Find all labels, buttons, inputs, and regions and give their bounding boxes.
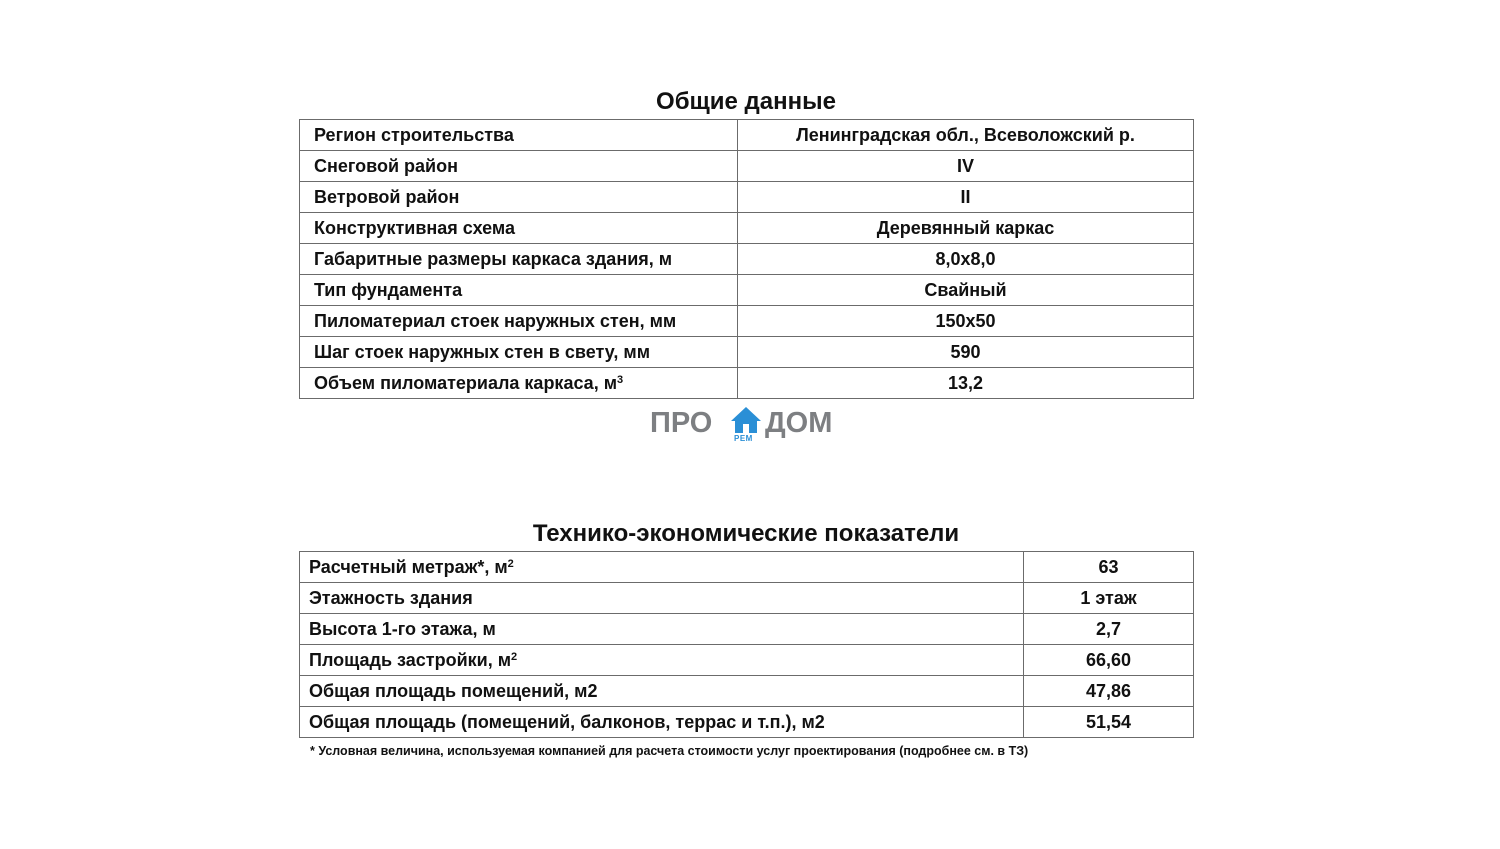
row-label-cell (300, 552, 1024, 583)
table-row (300, 182, 1194, 213)
table-row (300, 676, 1194, 707)
table-row (300, 275, 1194, 306)
unit-superscript: 2 (511, 651, 518, 663)
table-row (300, 645, 1194, 676)
row-value: 47,86 (1024, 676, 1194, 707)
row-label-cell (300, 368, 738, 399)
row-value: 51,54 (1024, 707, 1194, 738)
row-value: IV (738, 151, 1194, 182)
row-label: Конструктивная схема (300, 213, 738, 244)
table-row (300, 306, 1194, 337)
row-value: 150x50 (738, 306, 1194, 337)
footnote: * Условная величина, используемая компанией для расчета стоимости услуг проектирования (подробнее см. в ТЗ) (310, 744, 1029, 758)
unit-superscript: 3 (617, 374, 624, 386)
row-label: Снеговой район (300, 151, 738, 182)
row-label: Пиломатериал стоек наружных стен, мм (300, 306, 738, 337)
row-label: Тип фундамента (300, 275, 738, 306)
row-value: 66,60 (1024, 645, 1194, 676)
logo-text-small: РЕМ (734, 434, 753, 443)
row-value: Деревянный каркас (738, 213, 1194, 244)
row-label: Высота 1-го этажа, м (300, 614, 1024, 645)
unit-superscript: 2 (507, 558, 514, 570)
row-label: Объем пиломатериала каркаса, м (314, 373, 618, 393)
general-data-table (299, 119, 1194, 399)
row-value: Свайный (738, 275, 1194, 306)
row-label: Шаг стоек наружных стен в свету, мм (300, 337, 738, 368)
row-label: Площадь застройки, м (309, 650, 512, 670)
row-value: 13,2 (738, 368, 1194, 399)
row-label: Регион строительства (300, 120, 738, 151)
row-label: Этажность здания (300, 583, 1024, 614)
row-label: Общая площадь помещений, м2 (300, 676, 1024, 707)
row-label: Габаритные размеры каркаса здания, м (300, 244, 738, 275)
logo-text-left: ПРО (650, 407, 713, 439)
indicators-table (299, 551, 1194, 738)
table-row (300, 583, 1194, 614)
row-value: 590 (738, 337, 1194, 368)
table-row (300, 151, 1194, 182)
row-label: Общая площадь (помещений, балконов, террас и т.п.), м2 (300, 707, 1024, 738)
table-row (300, 120, 1194, 151)
table-row (300, 368, 1194, 399)
row-value: Ленинградская обл., Всеволожский р. (738, 120, 1194, 151)
row-label: Ветровой район (300, 182, 738, 213)
table-row (300, 213, 1194, 244)
table-row (300, 552, 1194, 583)
row-value: 8,0x8,0 (738, 244, 1194, 275)
row-value: 2,7 (1024, 614, 1194, 645)
table-row (300, 337, 1194, 368)
table-row (300, 244, 1194, 275)
table-row (300, 707, 1194, 738)
table-row (300, 614, 1194, 645)
row-label-cell (300, 645, 1024, 676)
indicators-title: Технико-экономические показатели (532, 520, 960, 547)
company-logo (650, 405, 850, 445)
row-value: 1 этаж (1024, 583, 1194, 614)
row-value: 63 (1024, 552, 1194, 583)
general-data-title: Общие данные (656, 88, 836, 115)
row-label: Расчетный метраж*, м (309, 557, 508, 577)
logo-text-right: ДОМ (765, 407, 833, 439)
row-value: II (738, 182, 1194, 213)
